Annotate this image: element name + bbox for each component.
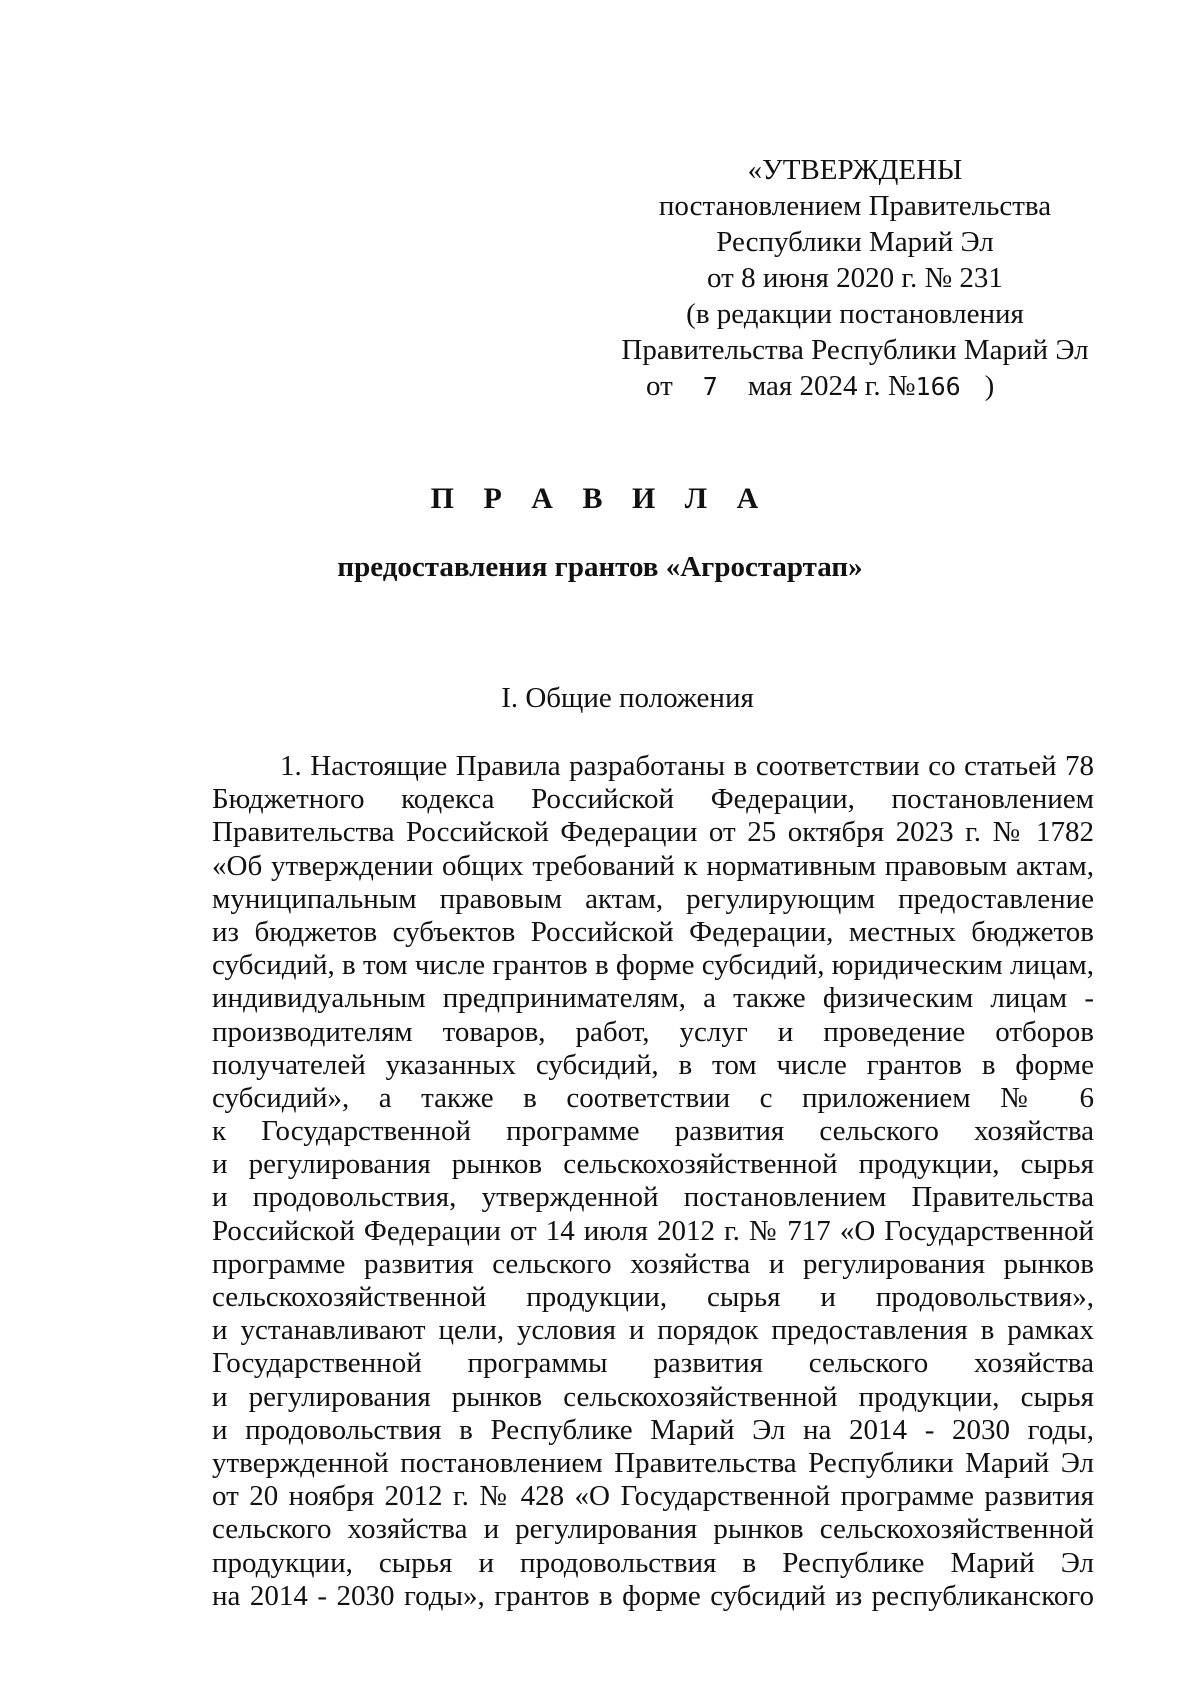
paragraph-line: «Об утверждении общих требований к нормативным правовым актам,	[212, 849, 1094, 882]
paragraph-line: из бюджетов субъектов Российской Федерации, местных бюджетов	[212, 915, 1094, 948]
paragraph-line: к Государственной программе развития сельского хозяйства	[212, 1115, 1094, 1148]
paragraph-line: и продовольствия, утвержденной постановлением Правительства	[212, 1181, 1094, 1214]
paragraph-line: и устанавливают цели, условия и порядок предоставления в рамках	[212, 1314, 1094, 1347]
paragraph-line: и продовольствия в Республике Марий Эл на 2014 - 2030 годы,	[212, 1413, 1094, 1446]
paragraph-line: продукции, сырья и продовольствия в Республике Марий Эл	[212, 1546, 1094, 1579]
paragraph-line: производителям товаров, работ, услуг и проведение отборов	[212, 1015, 1094, 1048]
paragraph-line: 1. Настоящие Правила разработаны в соответствии со статьей 78	[280, 750, 1094, 782]
paragraph-line: на 2014 - 2030 годы», грантов в форме субсидий из республиканского	[212, 1579, 1094, 1612]
approval-day: 7	[702, 372, 718, 401]
approval-line: от 8 июня 2020 г. № 231	[707, 262, 1003, 294]
approval-date-middle: мая 2024 г. №	[747, 370, 916, 402]
paragraph-line: муниципальным правовым актам, регулирующим предоставление	[212, 882, 1094, 915]
paragraph-line: Государственной программы развития сельского хозяйства	[212, 1347, 1094, 1380]
paragraph-line: Российской Федерации от 14 июля 2012 г. № 717 «О Государственной	[212, 1214, 1094, 1247]
approval-line: Правительства Республики Марий Эл	[621, 334, 1089, 366]
paragraph-line: сельского хозяйства и регулирования рынков сельскохозяйственной	[212, 1513, 1094, 1546]
paragraph-body	[212, 750, 1094, 1613]
paragraph-line: получателей указанных субсидий, в том числе грантов в форме	[212, 1048, 1094, 1081]
paragraph-line: субсидий», а также в соответствии с приложением № 6	[212, 1081, 1094, 1114]
approval-line: «УТВЕРЖДЕНЫ	[747, 154, 963, 186]
approval-date-line	[620, 368, 1090, 405]
paragraph-line: от 20 ноября 2012 г. № 428 «О Государственной программе развития	[212, 1480, 1094, 1513]
approval-line: Республики Марий Эл	[716, 226, 994, 258]
approval-stamp-block	[620, 152, 1090, 405]
approval-date-prefix: от	[646, 370, 673, 402]
paragraph-line: утвержденной постановлением Правительства Республики Марий Эл	[212, 1446, 1094, 1479]
approval-line: (в редакции постановления	[686, 298, 1024, 330]
document-subtitle: предоставления грантов «Агростартап»	[337, 551, 863, 583]
document-title: П Р А В И Л А	[430, 482, 770, 515]
paragraph-line: Бюджетного кодекса Российской Федерации, постановлением	[212, 783, 1094, 816]
paragraph-line: индивидуальным предпринимателям, а также физическим лицам -	[212, 982, 1094, 1015]
paragraph-line: и регулирования рынков сельскохозяйственной продукции, сырья	[212, 1380, 1094, 1413]
paragraph-line: сельскохозяйственной продукции, сырья и продовольствия»,	[212, 1281, 1094, 1313]
approval-line: постановлением Правительства	[658, 190, 1052, 222]
approval-date-suffix: )	[984, 370, 995, 402]
section-heading: I. Общие положения	[501, 682, 754, 714]
paragraph-line: Правительства Российской Федерации от 25 октября 2023 г. № 1782	[212, 816, 1094, 849]
paragraph-line: и регулирования рынков сельскохозяйственной продукции, сырья	[212, 1148, 1094, 1181]
paragraph-line: субсидий, в том числе грантов в форме субсидий, юридическим лицам,	[212, 949, 1094, 982]
approval-number: 166	[915, 372, 961, 401]
paragraph-line: программе развития сельского хозяйства и регулирования рынков	[212, 1247, 1094, 1280]
